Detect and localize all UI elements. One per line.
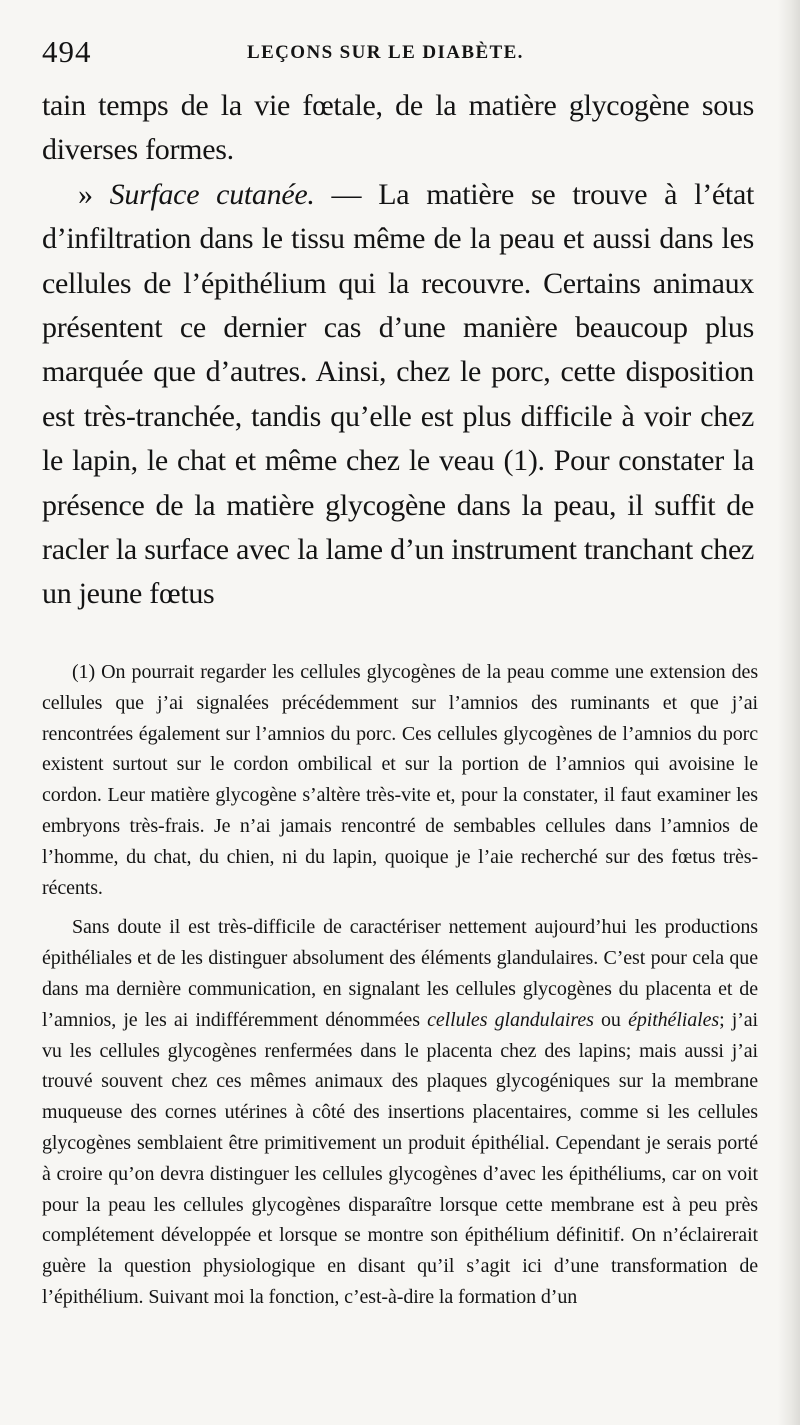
paragraph-surface-cutanee (42, 173, 754, 617)
footnote-continuation (42, 912, 758, 1312)
page-edge-shadow (778, 0, 800, 1425)
running-head: LEÇONS SUR LE DIABÈTE. (247, 42, 524, 63)
footnote-1: (1) On pourrait regarder les cellules glycogènes de la peau comme une extension des cellules que j’ai signalées précédemment sur l’amnios des ruminants et que j’ai rencontrées également sur l’amnios du porc. Ces cellules glycogènes de l’amnios du porc existent surtout sur le cordon ombilical et sur la portion de l’amnios qui avoisine le cordon. Leur matière glycogène s’altère très-vite et, pour la constater, il faut examiner les embryons très-frais. Je n’ai jamais rencontré de sembables cellules dans l’amnios de l’homme, du chat, du chien, ni du lapin, quoique je l’aie recherché sur des fœtus très-récents. (42, 661, 758, 899)
footnote-block (42, 657, 758, 1313)
paragraph-body: — La matière se trouve à l’état d’infiltration dans le tissu même de la peau et aussi dans les cellules de l’épithélium qui la recouvre. Certains animaux présentent ce dernier cas d’une manière beaucoup plus marquée que d’autres. Ainsi, chez le porc, cette disposition est très-tranchée, tandis qu’elle est plus difficile à voir chez le lapin, le chat et même chez le veau (1). Pour constater la présence de la matière glycogène dans la peau, il suffit de racler la surface avec la lame d’un instrument tranchant chez un jeune fœtus (42, 177, 754, 611)
footnote-italic-term-1: cellules glandulaires (427, 1008, 594, 1031)
footnote-text-b: ou (593, 1008, 629, 1031)
footnote-text-a: Sans doute il est très-difficile de caractériser nettement aujourd’hui les productions épithéliales et de les distinguer absolument des éléments glandulaires. C’est pour cela que dans ma dernière communication, en signalant les cellules glycogènes du placenta et de l’amnios, je les ai indifféremment dénommées (42, 916, 758, 1031)
paragraph-continuation: tain temps de la vie fœtale, de la matière glycogène sous diverses formes. (42, 89, 754, 167)
section-heading-italic: Surface cutanée. (109, 177, 315, 211)
page-number: 494 (42, 34, 92, 69)
paragraph-quote-mark: » (78, 177, 110, 211)
footnote-italic-term-2: épithéliales (628, 1008, 720, 1031)
main-body-text (42, 84, 754, 617)
page-header (42, 34, 762, 78)
footnote-text-c: ; j’ai vu les cellules glycogènes renfermées dans le placenta chez des lapins; mais aussi j’ai trouvé souvent chez ces mêmes animaux des plaques glycogéniques sur la membrane muqueuse des cornes utérines à côté des insertions placentaires, comme si les cellules glycogènes semblaient être primitivement un produit épithélial. Cependant je serais porté à croire qu’on devra distinguer les cellules glycogènes d’avec les épithéliums, car on voit pour la peau les cellules glycogènes disparaître lorsque cette membrane est à peu près complétement développée et lorsque se montre son épithélium définitif. On n’éclairerait guère la question physiologique en disant qu’il s’agit ici d’une transformation de l’épithélium. Suivant moi la fonction, c’est-à-dire la formation d’un (42, 1008, 758, 1308)
